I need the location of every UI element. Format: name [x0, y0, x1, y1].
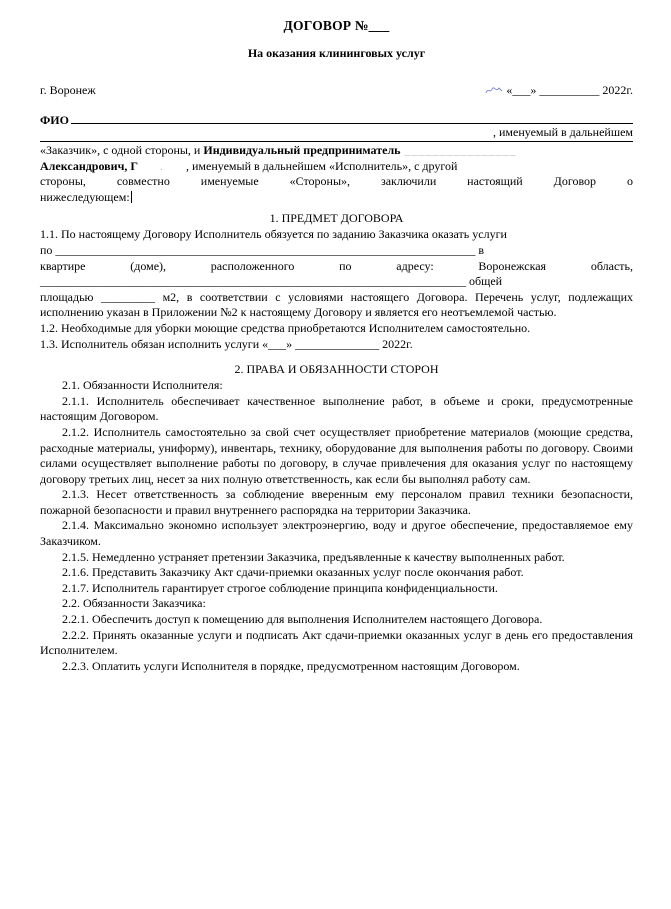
clause-2-1: 2.1. Обязанности Исполнителя:	[62, 378, 223, 393]
city-date-row	[40, 83, 633, 98]
clause-2-1-4: 2.1.4. Максимально экономно использует электроэнергию, воду и другое обеспечение, предоставляемое ему Заказчиком.	[40, 518, 633, 549]
clause-1-1-line-4[interactable]: _______________________________________________________________________ общей	[40, 274, 503, 289]
clause-1-1-line-2[interactable]: по ______________________________________________________________________ в	[40, 242, 485, 257]
section-1-body	[40, 227, 633, 352]
signature-scribble-icon	[485, 85, 503, 95]
preamble-line-2-a: «Заказчик», с одной стороны, и	[40, 143, 204, 157]
preamble-line-5	[40, 190, 633, 206]
clause-2-1-5: 2.1.5. Немедленно устраняет претензии Заказчика, предъявленные к качеству выполненных работ.	[62, 549, 565, 564]
clause-2-1-6: 2.1.6. Представить Заказчику Акт сдачи-приемки оказанных услуг после окончания работ.	[62, 565, 524, 580]
preamble-fill-line-1[interactable]	[40, 125, 633, 142]
page-title: ДОГОВОР №___	[283, 18, 390, 33]
preamble-line-3-b: , Г	[124, 158, 138, 173]
document-subtitle: На оказания клининговых услуг	[247, 46, 426, 60]
clause-2-1-3: 2.1.3. Несет ответственность за соблюдение вверенным ему персоналом правил техники безопасности, пожарной безопасности и правил внутреннего распорядка на территории Заказчика.	[40, 487, 633, 517]
section-1-heading: 1. ПРЕДМЕТ ДОГОВОРА	[269, 211, 404, 226]
clause-2-2-2: 2.2.2. Принять оказанные услуги и подписать Акт сдачи-приемки оказанных услуг в день его предоставления Исполнителем.	[40, 627, 633, 658]
date-field[interactable]	[483, 83, 633, 98]
clause-2-2-1: 2.2.1. Обеспечить доступ к помещению для выполнения Исполнителем настоящего Договора.	[62, 612, 543, 627]
clause-2-1-2: 2.1.2. Исполнитель самостоятельно за свой счет осуществляет приобретение материалов (моющие средства, расходные материалы, униформу), инвентарь, технику, оборудование для выполнения работы по договору. Своими силами осуществляет выполнение работы по договору, в случае привлечения для оказания услуг по настоящему договору третьих лиц, несет за них полную ответственность, как если бы выполнял работу сам.	[40, 424, 633, 486]
clause-1-1-line-3: квартире (доме), расположенного по адресу: Воронежская область,	[40, 258, 633, 273]
preamble-line-2	[40, 143, 633, 159]
preamble-line-2-c: ________________	[400, 143, 517, 157]
fio-label: ФИО	[40, 113, 69, 127]
preamble-line-3-c: .	[159, 158, 164, 173]
clause-1-2: 1.2. Необходимые для уборки моющие средства приобретаются Исполнителем самостоятельно.	[40, 320, 531, 335]
preamble-line-3-d: , именуемый в дальнейшем «Исполнитель», с другой	[185, 158, 458, 173]
preamble	[40, 125, 633, 205]
city-label: г. Воронеж	[40, 83, 96, 97]
preamble-line-3	[40, 159, 633, 175]
preamble-line-5-text: нижеследующем:	[40, 189, 130, 204]
section-2-heading: 2. ПРАВА И ОБЯЗАННОСТИ СТОРОН	[234, 362, 439, 377]
clause-1-1-line-1: 1.1. По настоящему Договору Исполнитель обязуется по заданию Заказчика оказать услуги	[40, 227, 507, 242]
fio-input-line[interactable]	[71, 112, 633, 124]
clause-1-1-line-5: площадью _________ м2, в соответствии с условиями настоящего Договора. Перечень услуг, подлежащих исполнению указан в Приложении №2 к настоящему Договору и является его неотъемлемой частью.	[40, 289, 633, 320]
preamble-line-1-tail: , именуемый в дальнейшем	[492, 125, 633, 140]
preamble-line-2-b: Индивидуальный предприниматель	[203, 143, 401, 157]
section-2-body	[40, 378, 633, 674]
clause-2-2-3: 2.2.3. Оплатить услуги Исполнителя в порядке, предусмотренном настоящим Договором.	[62, 658, 520, 673]
clause-2-1-1: 2.1.1. Исполнитель обеспечивает качественное выполнение работ, в объеме и сроки, предусмотренные настоящим Договором.	[40, 393, 633, 424]
preamble-line-4: стороны, совместно именуемые «Стороны», заключили настоящий Договор о	[40, 174, 633, 189]
preamble-line-3-a: Александрович	[40, 158, 125, 173]
text-cursor	[131, 191, 132, 203]
clause-2-2: 2.2. Обязанности Заказчика:	[62, 596, 206, 611]
clause-1-3[interactable]: 1.3. Исполнитель обязан исполнить услуги «___» ______________ 2022г.	[40, 336, 413, 351]
date-text: «___» __________ 2022г.	[506, 83, 633, 97]
clause-2-1-7: 2.1.7. Исполнитель гарантирует строгое соблюдение принципа конфиденциальности.	[62, 580, 498, 595]
